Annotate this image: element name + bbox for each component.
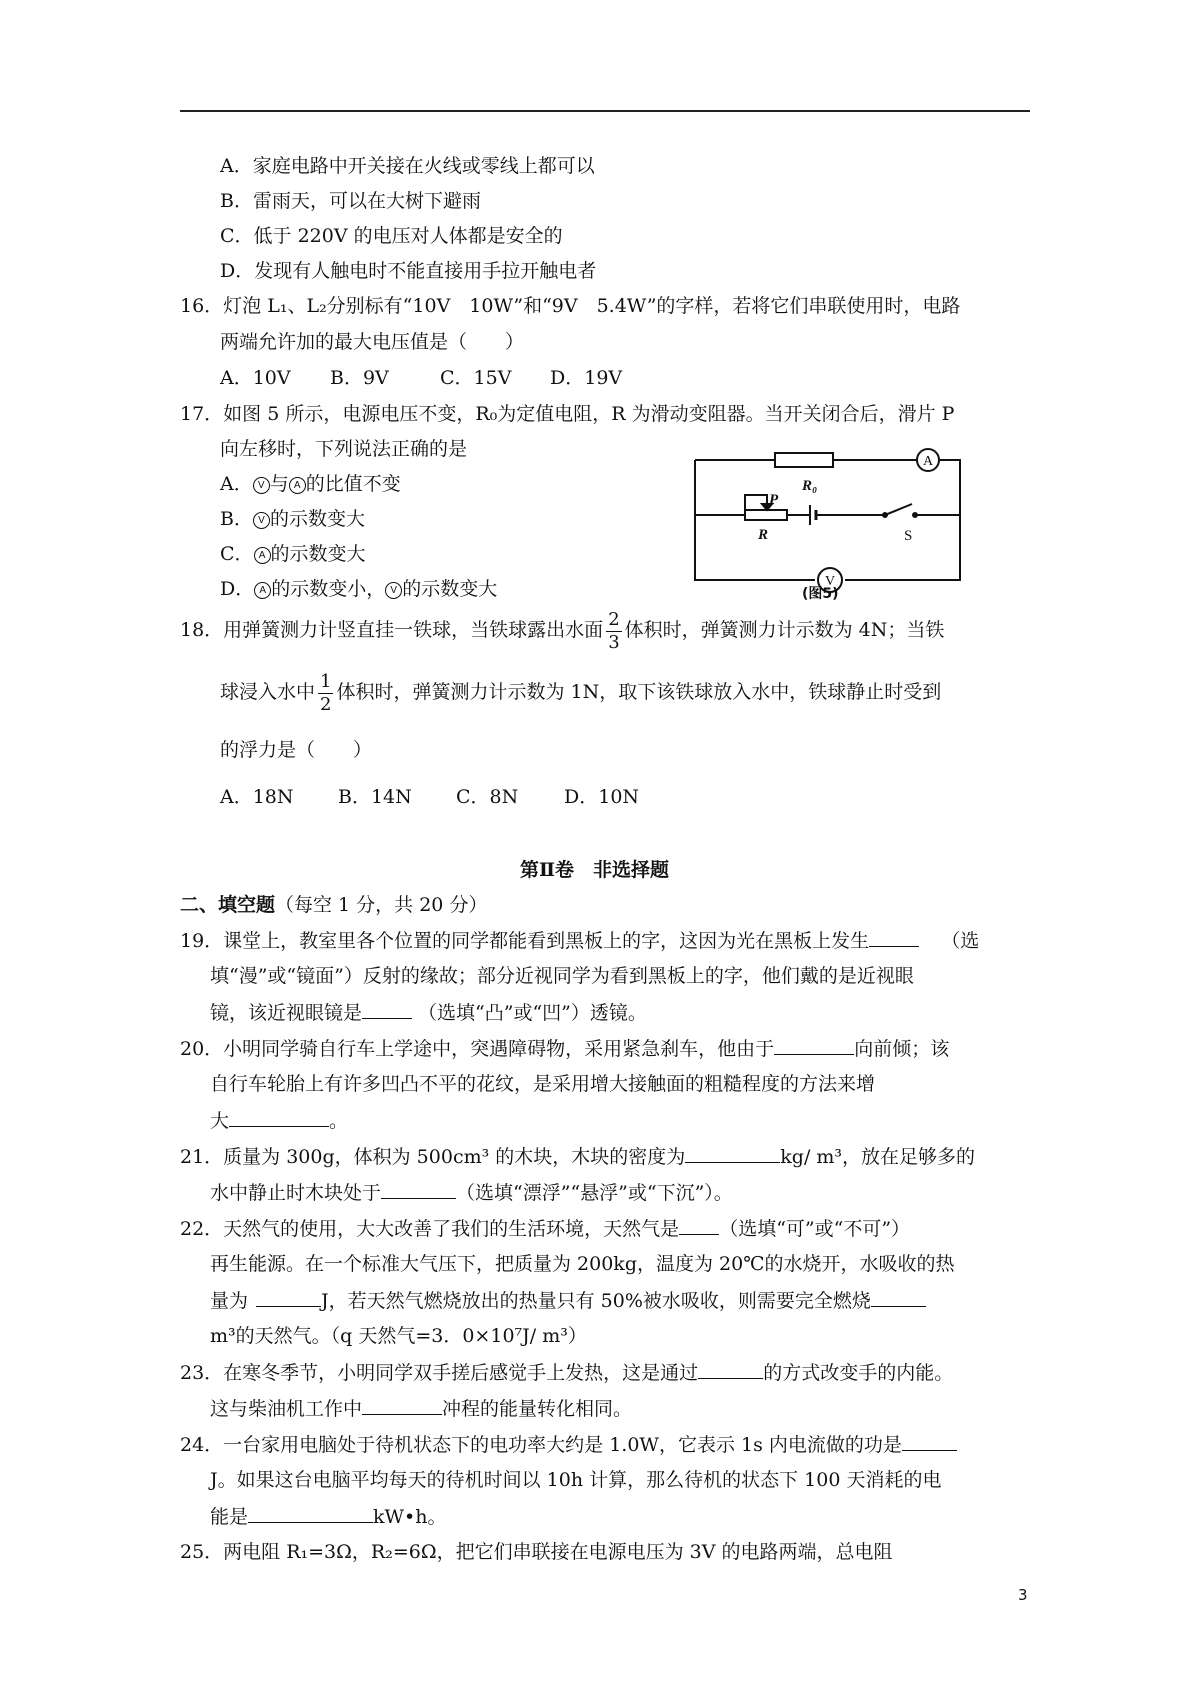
q20-line-3 bbox=[210, 1108, 348, 1133]
answer-blank[interactable] bbox=[679, 1216, 719, 1235]
q23-text: 冲程的能量转化相同。 bbox=[442, 1398, 633, 1420]
q18-line-1 bbox=[180, 608, 944, 654]
fraction-one-half bbox=[318, 671, 333, 716]
q17-option-a-text-2: 的比值不变 bbox=[305, 473, 401, 495]
q20-text: 大 bbox=[210, 1110, 230, 1132]
q24-line-1 bbox=[180, 1432, 957, 1457]
answer-blank[interactable] bbox=[381, 1180, 456, 1199]
q17-stem-1: 17．如图 5 所示，电源电压不变，R₀为定值电阻，R 为滑动变阻器。当开关闭合后，滑片 P bbox=[180, 403, 955, 425]
q16-stem-1: 16．灯泡 L₁、L₂分别标有“10V 10W”和“9V 5.4W”的字样，若将它们串联使用时，电路 bbox=[180, 295, 961, 317]
answer-blank[interactable] bbox=[869, 928, 919, 947]
q22-text: （选填“可”或“不可”） bbox=[719, 1218, 911, 1240]
q21-text: （选填“漂浮”“悬浮”或“下沉”）。 bbox=[456, 1182, 733, 1204]
q17-option-d bbox=[220, 577, 497, 601]
q17-option-c-text: 的示数变大 bbox=[270, 543, 366, 565]
answer-blank[interactable] bbox=[698, 1360, 763, 1379]
q19-text: 19．课堂上，教室里各个位置的同学都能看到黑板上的字，这因为光在黑板上发生 bbox=[180, 930, 870, 952]
label-r0: R₀ bbox=[802, 478, 818, 494]
q24-line-2: J。如果这台电脑平均每天的待机时间以 10h 计算，那么待机的状态下 100 天消耗的电 bbox=[210, 1469, 942, 1491]
q16-option-c: C．15V bbox=[440, 367, 512, 389]
q24-text: 24．一台家用电脑处于待机状态下的电功率大约是 1.0W，它表示 1s 内电流做的功是 bbox=[180, 1434, 902, 1456]
q19-text: 镜，该近视眼镜是 bbox=[210, 1002, 363, 1024]
q18-line-2-text: 球浸入水中 bbox=[220, 681, 316, 703]
q21-text: kg/ m³，放在足够多的 bbox=[780, 1146, 976, 1168]
q17-option-c-label: C． bbox=[220, 543, 254, 565]
q24-text: kW•h。 bbox=[373, 1506, 447, 1528]
part2-heading-text: 二、填空题 bbox=[180, 894, 276, 916]
q21-text: 21．质量为 300g，体积为 500cm³ 的木块，木块的密度为 bbox=[180, 1146, 686, 1168]
q17-option-a-text: 与 bbox=[269, 473, 289, 495]
q18-options bbox=[220, 785, 639, 809]
circuit-wire-right bbox=[845, 460, 960, 580]
q17-option-a bbox=[220, 472, 401, 496]
q24-line-3 bbox=[210, 1504, 447, 1529]
voltmeter-symbol: V bbox=[385, 582, 402, 599]
q20-line-2: 自行车轮胎上有许多凹凸不平的花纹，是采用增大接触面的粗糙程度的方法来增 bbox=[210, 1073, 876, 1095]
q25-line-1: 25．两电阻 R₁=3Ω，R₂=6Ω，把它们串联接在电源电压为 3V 的电路两端，总电阻 bbox=[180, 1541, 893, 1563]
q21-line-2 bbox=[210, 1180, 733, 1205]
answer-blank[interactable] bbox=[685, 1144, 780, 1163]
fraction-two-thirds bbox=[606, 609, 621, 654]
q18-line-2 bbox=[220, 670, 941, 716]
answer-blank[interactable] bbox=[362, 1396, 442, 1415]
figure-caption: (图5) bbox=[802, 586, 839, 600]
part2-note: （每空 1 分，共 20 分） bbox=[275, 894, 488, 916]
q23-text: 23．在寒冬季节，小明同学双手搓后感觉手上发热，这是通过 bbox=[180, 1362, 699, 1384]
fraction-denominator: 2 bbox=[320, 693, 332, 715]
ammeter-symbol: A bbox=[254, 582, 271, 599]
q17-option-d-text: 的示数变小， bbox=[271, 578, 386, 600]
q17-option-a-label: A． bbox=[220, 473, 253, 495]
q16-option-a: A．10V bbox=[220, 367, 291, 389]
q18-option-b: B．14N bbox=[338, 786, 412, 808]
q15-option-c: C．低于 220V 的电压对人体都是安全的 bbox=[220, 225, 563, 247]
answer-blank[interactable] bbox=[248, 1504, 373, 1523]
q21-text: 水中静止时木块处于 bbox=[210, 1182, 382, 1204]
label-s: S bbox=[904, 528, 913, 544]
voltmeter-symbol: V bbox=[253, 512, 270, 529]
header-rule bbox=[180, 110, 1030, 112]
q23-line-1 bbox=[180, 1360, 953, 1385]
q17-stem-2: 向左移时，下列说法正确的是 bbox=[220, 438, 468, 460]
q18-option-c: C．8N bbox=[456, 786, 519, 808]
q18-option-d: D．10N bbox=[564, 786, 640, 808]
ammeter-label: A bbox=[922, 454, 934, 469]
page-number: 3 bbox=[1018, 1586, 1028, 1604]
q17-option-b-label: B． bbox=[220, 508, 253, 530]
answer-blank[interactable] bbox=[256, 1288, 321, 1307]
q17-option-d-label: D． bbox=[220, 578, 255, 600]
part2-heading bbox=[180, 893, 487, 917]
q17-option-b-text: 的示数变大 bbox=[269, 508, 365, 530]
answer-blank[interactable] bbox=[902, 1432, 957, 1451]
answer-blank[interactable] bbox=[229, 1108, 329, 1127]
q16-stem-2: 两端允许加的最大电压值是（ ） bbox=[220, 331, 525, 353]
fraction-numerator: 2 bbox=[608, 608, 620, 630]
q22-line-4: m³的天然气。（q 天然气=3．0×10⁷J/ m³） bbox=[210, 1325, 587, 1347]
q22-text: J，若天然气燃烧放出的热量只有 50%被水吸收，则需要完全燃烧 bbox=[321, 1290, 871, 1312]
fraction-numerator: 1 bbox=[320, 670, 332, 692]
answer-blank[interactable] bbox=[362, 1000, 412, 1019]
q23-text: 的方式改变手的内能。 bbox=[763, 1362, 954, 1384]
switch-lever bbox=[885, 504, 912, 515]
q17-option-d-text-2: 的示数变大 bbox=[402, 578, 498, 600]
q18-line-1-text-2: 体积时，弹簧测力计示数为 4N；当铁 bbox=[624, 619, 945, 641]
q20-text: 。 bbox=[329, 1110, 349, 1132]
q18-line-3: 的浮力是（ ） bbox=[220, 739, 373, 761]
q17-option-c bbox=[220, 542, 366, 566]
q20-text: 20．小明同学骑自行车上学途中，突遇障碍物，采用紧急刹车，他由于 bbox=[180, 1038, 775, 1060]
q22-text: 量为 bbox=[210, 1290, 249, 1312]
q22-line-1 bbox=[180, 1216, 910, 1241]
q19-line-2: 填“漫”或“镜面”）反射的缘故；部分近视同学为看到黑板上的字，他们戴的是近视眼 bbox=[210, 965, 914, 987]
label-r: R bbox=[758, 527, 769, 543]
figure-5-circuit bbox=[690, 440, 970, 600]
q19-text: （选填“凸”或“凹”）透镜。 bbox=[418, 1002, 647, 1024]
section-title: 第Ⅱ卷 非选择题 bbox=[520, 859, 670, 881]
q23-text: 这与柴油机工作中 bbox=[210, 1398, 363, 1420]
voltmeter-symbol: V bbox=[253, 477, 270, 494]
q17-option-b bbox=[220, 507, 365, 531]
q16-option-d: D．19V bbox=[550, 367, 623, 389]
q15-option-a: A．家庭电路中开关接在火线或零线上都可以 bbox=[220, 155, 595, 177]
q20-text: 向前倾；该 bbox=[854, 1038, 950, 1060]
label-p: P bbox=[769, 492, 779, 508]
q22-line-3 bbox=[210, 1288, 926, 1313]
q24-text: 能是 bbox=[210, 1506, 249, 1528]
q19-text: （选 bbox=[941, 930, 980, 952]
q16-options bbox=[220, 366, 622, 390]
rheostat-r bbox=[745, 510, 787, 520]
q18-line-1-text: 18．用弹簧测力计竖直挂一铁球，当铁球露出水面 bbox=[180, 619, 604, 641]
q15-option-d: D．发现有人触电时不能直接用手拉开触电者 bbox=[220, 260, 597, 282]
ammeter-symbol: A bbox=[254, 547, 271, 564]
voltmeter-label: V bbox=[824, 574, 836, 589]
q18-option-a: A．18N bbox=[220, 786, 294, 808]
q22-text: 22．天然气的使用，大大改善了我们的生活环境，天然气是 bbox=[180, 1218, 680, 1240]
q22-line-2: 再生能源。在一个标准大气压下，把质量为 200kg，温度为 20℃的水烧开，水吸收的热 bbox=[210, 1253, 955, 1275]
answer-blank[interactable] bbox=[871, 1288, 926, 1307]
answer-blank[interactable] bbox=[774, 1036, 854, 1055]
q15-option-b: B．雷雨天，可以在大树下避雨 bbox=[220, 190, 481, 212]
q19-line-3 bbox=[210, 1000, 647, 1025]
resistor-r0 bbox=[775, 453, 833, 467]
q21-line-1 bbox=[180, 1144, 975, 1169]
ammeter-symbol: A bbox=[289, 477, 306, 494]
q19-line-1 bbox=[180, 928, 979, 953]
fraction-denominator: 3 bbox=[608, 631, 620, 653]
q20-line-1 bbox=[180, 1036, 949, 1061]
q18-line-2-text-2: 体积时，弹簧测力计示数为 1N，取下该铁球放入水中，铁球静止时受到 bbox=[336, 681, 942, 703]
q23-line-2 bbox=[210, 1396, 632, 1421]
q16-option-b: B．9V bbox=[330, 367, 389, 389]
